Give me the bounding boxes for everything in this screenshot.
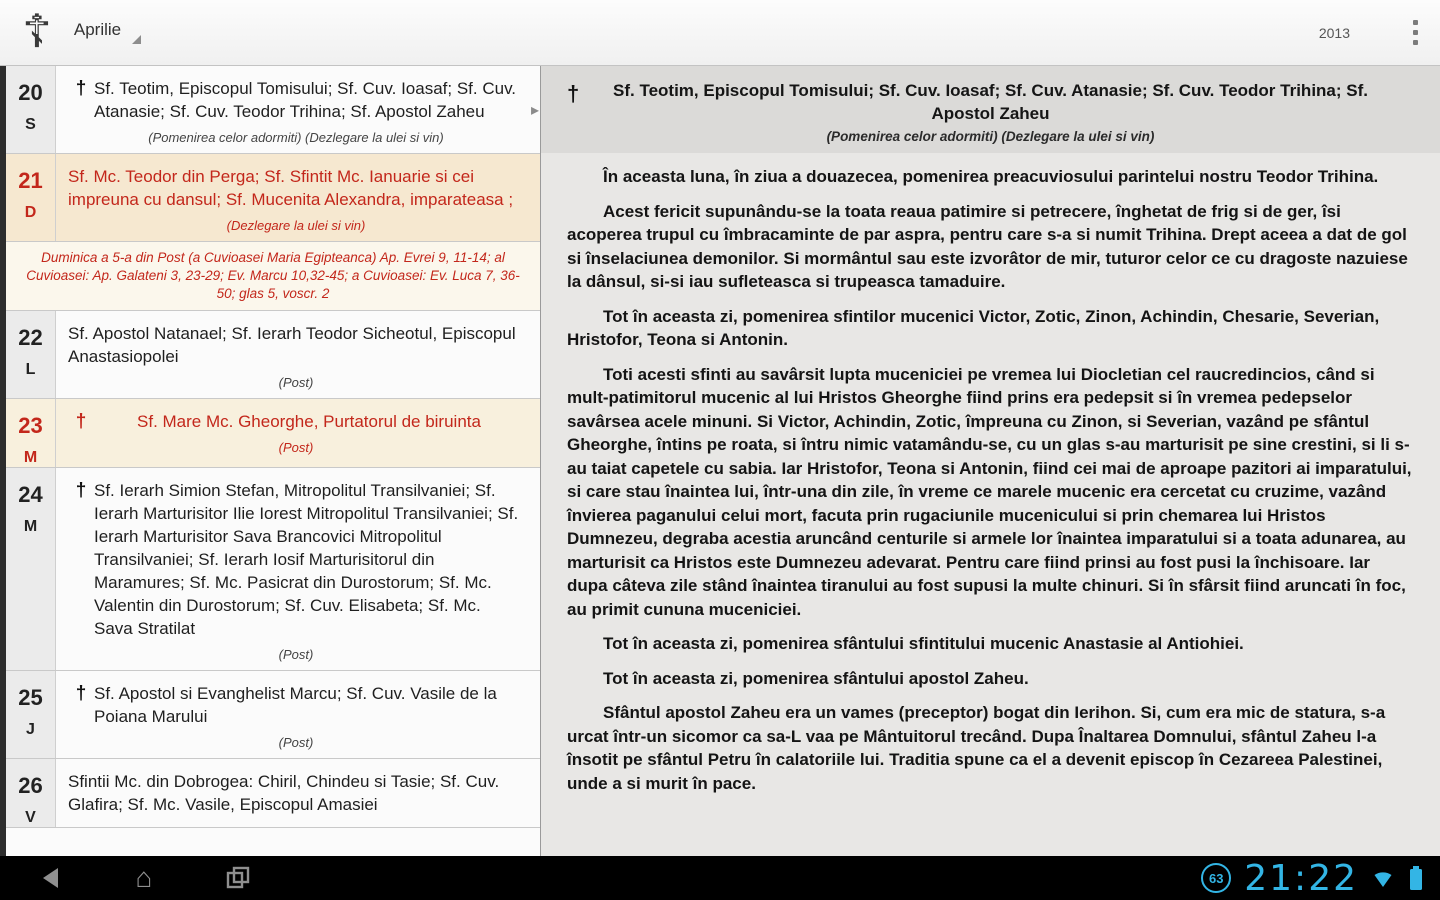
- recents-button[interactable]: [218, 860, 258, 896]
- day-letter: D: [24, 204, 37, 221]
- detail-paragraph: Tot în aceasta zi, pomenirea sfântului sfintitului mucenic Anastasie al Antiohiei.: [603, 634, 1244, 653]
- calendar-row-20[interactable]: [6, 66, 540, 154]
- row-note: (Post): [278, 647, 314, 662]
- row-note: (Post): [278, 735, 314, 750]
- day-letter: J: [26, 721, 35, 738]
- cross-icon: †: [75, 78, 87, 99]
- date-number: 26: [18, 773, 43, 798]
- calendar-row-23[interactable]: [6, 399, 540, 468]
- row-body: [56, 154, 540, 241]
- date-cell: [6, 468, 56, 670]
- row-note: (Pomenirea celor adormiti) (Dezlegare la ulei si vin): [148, 130, 444, 145]
- battery-icon: [1408, 865, 1424, 891]
- date-cell: [6, 154, 56, 241]
- date-number: 24: [18, 482, 43, 507]
- calendar-row-25[interactable]: [6, 671, 540, 759]
- date-number: 23: [18, 413, 43, 438]
- detail-paragraph: Tot în aceasta zi, pomenirea sfintilor mucenici Victor, Zotic, Zinon, Achindin, Chesarie, Severian, Hristofor, Teona si Antonin.: [567, 306, 1380, 349]
- row-body: [56, 671, 540, 758]
- row-body: [56, 66, 540, 153]
- detail-body: [541, 153, 1440, 806]
- home-icon: ⌂: [135, 862, 153, 893]
- day-letter: V: [25, 809, 36, 826]
- day-letter: M: [23, 518, 38, 535]
- android-nav-bar: [0, 856, 1440, 900]
- sunday-liturgical-info[interactable]: Duminica a 5-a din Post (a Cuvioasei Maria Egipteanca) Ap. Evrei 9, 11-14; al Cuvioasei: Ap. Galateni 3, 23-29; Ev. Marcu 10,32-45; a Cuvioasei: Ev. Luca 7, 36-50; glas 5, voscr. 2: [6, 242, 540, 311]
- year-label: 2013: [1318, 24, 1350, 41]
- overflow-dot-icon: [1413, 30, 1418, 35]
- calendar-row-21[interactable]: [6, 154, 540, 242]
- date-cell: [6, 671, 56, 758]
- action-bar-right: [1319, 0, 1440, 65]
- date-cell: [6, 399, 56, 467]
- day-letter: M: [23, 449, 38, 466]
- battery-percent-widget: [1201, 863, 1231, 893]
- clock: 21:22: [1244, 857, 1358, 899]
- detail-paragraph: Acest fericit supunându-se la toata reaua patimire si petrecere, înghetat de frig si de ger, îsi acoperea trupul cu îmbracaminte de par aspra, pentru care s-a si numit Trihina. Drept aceea a dat de gol si înselaciunea demonilor. Si mormântul sau este izvorâtor de mir, tuturor celor ce cu dragoste nazuiese la dânsul, si-si iau sufleteasca si trupeasca tamaduire.: [567, 201, 1408, 291]
- orthodox-cross-logo-icon: ☦: [22, 4, 52, 57]
- overflow-dot-icon: [1413, 20, 1418, 25]
- saints-text: Sfintii Mc. din Dobrogea: Chiril, Chindeu si Tasie; Sf. Cuv. Glafira; Sf. Mc. Vasile, Episcopul Amasiei: [68, 772, 500, 814]
- row-body: [56, 468, 540, 670]
- calendar-day-list: [0, 66, 541, 856]
- back-icon: [43, 868, 58, 888]
- row-note: (Dezlegare la ulei si vin): [226, 218, 366, 233]
- status-cluster: [1201, 858, 1424, 899]
- action-bar: [0, 0, 1440, 66]
- date-cell: [6, 311, 56, 398]
- date-number: 20: [18, 80, 43, 105]
- day-letter: L: [25, 361, 36, 378]
- day-detail-panel[interactable]: [541, 66, 1440, 856]
- selected-row-arrow-icon: ▸: [530, 101, 539, 119]
- date-number: 25: [18, 685, 43, 710]
- detail-header: [541, 66, 1440, 153]
- back-button[interactable]: [30, 860, 70, 896]
- overflow-dot-icon: [1413, 40, 1418, 45]
- recents-icon: [225, 865, 251, 891]
- detail-paragraph: Sfântul apostol Zaheu era un vames (preceptor) bogat din Ierihon. Si, cum era mic de statura, s-a urcat într-un sicomor ca sa-L vaa pe Mântuitorul trecând. Dupa Înaltarea Domnului, sfântul Zaheu l-a însotit pe sfântul Petru în calatoriile lui. Traditia spune ca el a devenit episcop în Cezareea Palestinei, unde a si murit în pace.: [567, 703, 1386, 793]
- cross-icon: †: [75, 480, 87, 501]
- row-note: (Post): [278, 375, 314, 390]
- detail-title: Sf. Teotim, Episcopul Tomisului; Sf. Cuv. Ioasaf; Sf. Cuv. Atanasie; Sf. Cuv. Teodor Trihina; Sf. Apostol Zaheu: [613, 81, 1368, 123]
- row-body: [56, 399, 540, 467]
- month-label: Aprilie: [73, 19, 122, 39]
- row-note: (Post): [278, 440, 314, 455]
- detail-paragraph: În aceasta luna, în ziua a douazecea, pomenirea preacuviosului parintelui nostru Teodor Trihina.: [603, 167, 1379, 186]
- date-number: 21: [18, 168, 43, 193]
- saints-text: Sf. Teotim, Episcopul Tomisului; Sf. Cuv. Ioasaf; Sf. Cuv. Atanasie; Sf. Cuv. Teodor Trihina; Sf. Apostol Zaheu: [94, 79, 517, 121]
- row-body: [56, 311, 540, 398]
- red-cross-icon: †: [75, 411, 87, 432]
- wifi-icon: [1371, 866, 1395, 890]
- row-body: [56, 759, 540, 827]
- home-button[interactable]: [124, 860, 164, 896]
- date-number: 22: [18, 325, 43, 350]
- overflow-menu-button[interactable]: [1390, 0, 1440, 65]
- calendar-row-26[interactable]: [6, 759, 540, 828]
- saints-text: Sf. Apostol Natanael; Sf. Ierarh Teodor Sicheotul, Episcopul Anastasiopolei: [68, 324, 516, 366]
- saints-text: Sf. Mc. Teodor din Perga; Sf. Sfintit Mc. Ianuarie si cei impreuna cu dansul; Sf. Mucenita Alexandra, imparateasa ;: [68, 167, 514, 209]
- saints-text: Sf. Ierarh Simion Stefan, Mitropolitul Transilvaniei; Sf. Ierarh Marturisitor Ilie Iorest Mitropolitul Transilvaniei; Sf. Ierarh Marturisitor Sava Brancovici Mitropolitul Transilvaniei; Sf. Ierarh Iosif Marturisitorul din Maramures; Sf. Mc. Pasicrat din Durostorum; Sf. Mc. Valentin din Durostorum; Sf. Cuv. Elisabeta; Sf. Mc. Sava Stratilat: [94, 481, 519, 638]
- month-spinner[interactable]: [68, 10, 151, 56]
- calendar-row-22[interactable]: [6, 311, 540, 399]
- cross-icon: †: [567, 81, 580, 106]
- detail-paragraph: Tot în aceasta zi, pomenirea sfântului apostol Zaheu.: [603, 668, 1029, 688]
- date-cell: [6, 66, 56, 153]
- saints-text: Sf. Mare Mc. Gheorghe, Purtatorul de biruinta: [137, 412, 481, 431]
- day-letter: S: [25, 116, 36, 133]
- detail-paragraph: Toti acesti sfinti au savârsit lupta muceniciei pe vremea lui Diocletian cel raucredincios, când si mult-patimitorul mucenic al lui Hristos Gheorghe fiind prins era pedepsit si în vremea pedepselor savârsea acele minuni. Si Victor, Achindin, Zotic, împreuna cu Zinon, si Severian, vazând pe sfântul Gheorghe, întins pe roata, si întru nimic vatamându-se, cu un glas s-au marturisit pe sine crestini, si li s-au taiat capetele cu sabia. Iar Hristofor, Teona si Antonin, fiind cei mai de aproape pazitori ai imparatului, si care stau înaintea lui, într-una din zile, în vreme ce marele mucenic era cercetat cu cruzime, vazând învierea paganului celui mort, facuta prin rugaciunile mucenicului si prin chemarea lui Hristos Dumnezeu, degraba acestia aruncând centurile si armele lor înaintea imparatului si a toata adunarea, au marturisit ca Hristos este Dumnezeu adevarat. Pentru care fiind prinsi au fost pusi la închisoare. Iar dupa câteva zile stând înaintea tiranului au fost supusi la multe chinuri. Si în sfârsit fiind aruncati în foc, au primit cununa muceniciei.: [567, 364, 1412, 619]
- nav-buttons: [30, 860, 258, 896]
- cross-icon: †: [75, 683, 87, 704]
- spinner-caret-icon: [132, 35, 141, 44]
- main-content: [0, 66, 1440, 856]
- date-cell: [6, 759, 56, 827]
- calendar-row-24[interactable]: [6, 468, 540, 671]
- detail-note: (Pomenirea celor adormiti) (Dezlegare la ulei si vin): [826, 129, 1155, 144]
- battery-percent-value: 63: [1209, 870, 1224, 886]
- saints-text: Sf. Apostol si Evanghelist Marcu; Sf. Cuv. Vasile de la Poiana Marului: [94, 684, 497, 726]
